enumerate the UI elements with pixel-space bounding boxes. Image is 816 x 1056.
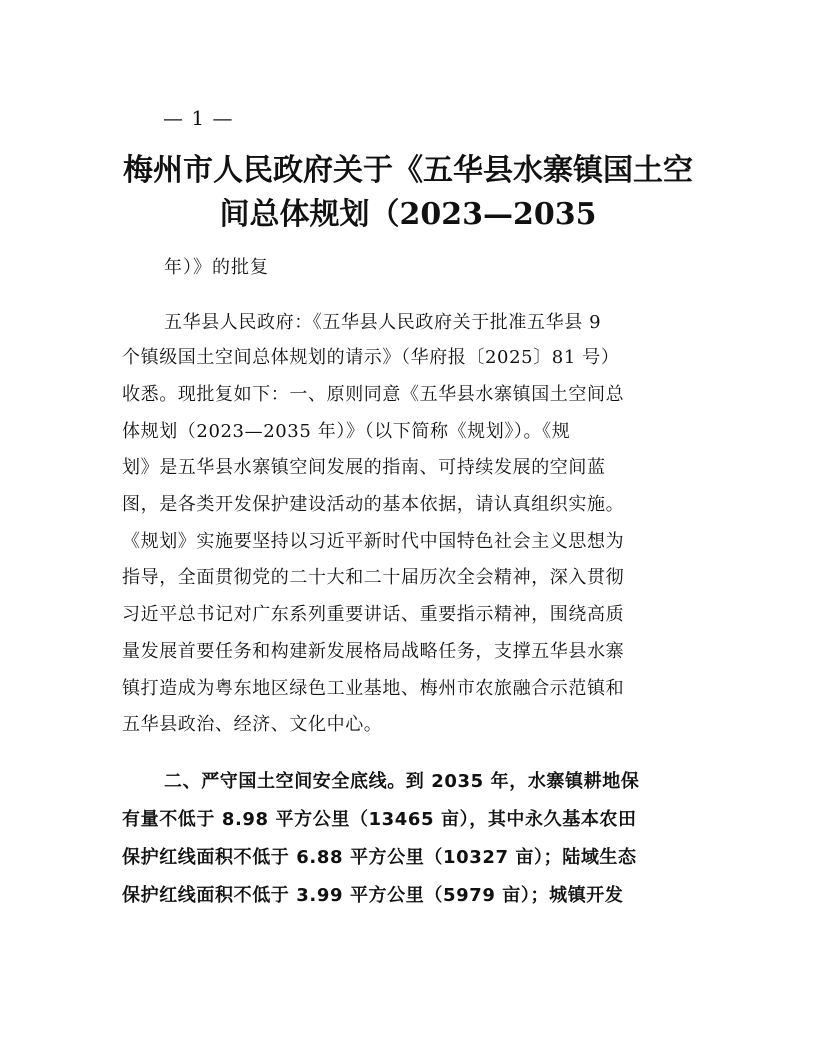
- paragraph-1-line: 指导，全面贯彻党的二十大和二十届历次全会精神，深入贯彻: [122, 567, 625, 588]
- document-title-line-2: 间总体规划（2023—2035: [219, 197, 597, 232]
- paragraph-2-line: 保护红线面积不低于 3.99 平方公里（5979 亩）；城镇开发: [122, 885, 624, 906]
- paragraph-1-line: 镇打造成为粤东地区绿色工业基地、梅州市农旅融合示范镇和: [122, 678, 625, 699]
- paragraph-1-line: 收悉。现批复如下：一、原则同意《五华县水寨镇国土空间总: [122, 384, 625, 405]
- paragraph-1-line: 五华县政治、经济、文化中心。: [122, 714, 383, 735]
- paragraph-1-line: 五华县人民政府：《五华县人民政府关于批准五华县 9: [164, 312, 602, 333]
- page-number: — 1 —: [163, 106, 234, 130]
- paragraph-1-line: 体规划（2023—2035 年）》（以下简称《规划》）。《规: [122, 421, 571, 442]
- paragraph-2-line: 二、严守国土空间安全底线。到 2035 年，水寨镇耕地保: [164, 771, 640, 792]
- paragraph-1-line: 个镇级国土空间总体规划的请示》（华府报〔2025〕81 号）: [122, 347, 620, 368]
- paragraph-1-line: 划》是五华县水寨镇空间发展的指南、可持续发展的空间蓝: [122, 457, 606, 478]
- paragraph-1-line: 图，是各类开发保护建设活动的基本依据，请认真组织实施。: [122, 494, 625, 515]
- paragraph-2-line: 保护红线面积不低于 6.88 平方公里（10327 亩）；陆域生态: [122, 847, 637, 868]
- paragraph-1-line: 《规划》实施要坚持以习近平新时代中国特色社会主义思想为: [122, 531, 625, 552]
- paragraph-1-line: 量发展首要任务和构建新发展格局战略任务，支撑五华县水寨: [122, 641, 625, 662]
- document-title-line-1: 梅州市人民政府关于《五华县水寨镇国土空: [123, 153, 693, 188]
- document-title-continuation: 年）》的批复: [164, 257, 269, 278]
- paragraph-2-line: 有量不低于 8.98 平方公里（13465 亩），其中永久基本农田: [122, 809, 637, 830]
- paragraph-1-line: 习近平总书记对广东系列重要讲话、重要指示精神，围绕高质: [122, 604, 625, 625]
